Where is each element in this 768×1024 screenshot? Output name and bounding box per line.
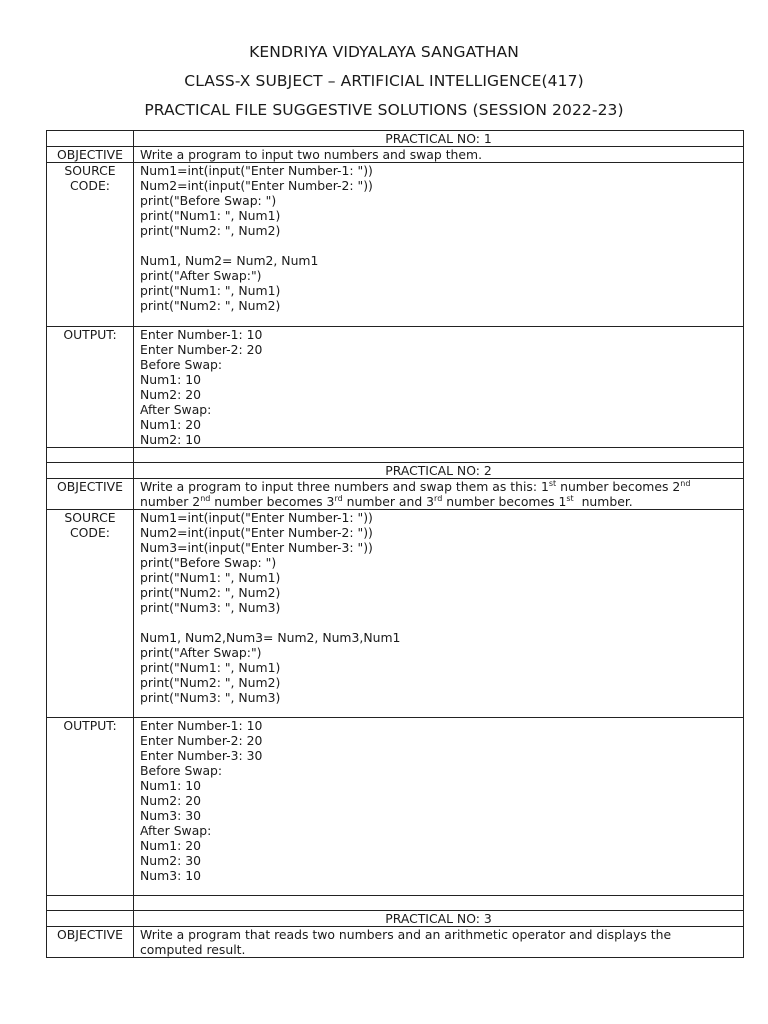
code-line: Num2=int(input("Enter Number-2: ")) (140, 178, 373, 193)
practical-1-objective: Write a program to input two numbers and swap them. (134, 147, 744, 163)
output-line: Num1: 10 (140, 778, 201, 793)
document-heading-school: KENDRIYA VIDYALAYA SANGATHAN (249, 43, 519, 61)
practical-3-title-row (47, 911, 744, 927)
code-line: Num1=int(input("Enter Number-1: ")) (140, 510, 373, 525)
practical-2-output (134, 718, 744, 896)
output-line: Before Swap: (140, 357, 223, 372)
output-line: After Swap: (140, 823, 212, 838)
output-line: Num2: 30 (140, 853, 201, 868)
code-line: Num1, Num2= Num2, Num1 (140, 253, 319, 268)
ordinal-suffix: nd (680, 479, 691, 488)
practical-table (46, 130, 744, 958)
blank-cell (47, 131, 134, 147)
output-line: Num3: 30 (140, 808, 201, 823)
output-line: Num2: 10 (140, 432, 201, 447)
code-line: print("Num1: ", Num1) (140, 208, 281, 223)
ordinal-suffix: nd (200, 494, 211, 503)
objective-text: number becomes 1 (442, 494, 567, 509)
output-line: Enter Number-2: 20 (140, 342, 263, 357)
objective-text: number. (573, 494, 633, 509)
output-line: Enter Number-1: 10 (140, 327, 263, 342)
practical-3-objective (134, 927, 744, 958)
output-line: Num1: 20 (140, 417, 201, 432)
output-line: Before Swap: (140, 763, 223, 778)
source-code-label (47, 510, 134, 718)
practical-1-objective-row (47, 147, 744, 163)
code-line: print("After Swap:") (140, 645, 262, 660)
blank-cell (47, 448, 134, 463)
ordinal-suffix: rd (334, 494, 343, 503)
code-line: print("Num2: ", Num2) (140, 298, 281, 313)
code-line: Num2=int(input("Enter Number-2: ")) (140, 525, 373, 540)
objective-label: OBJECTIVE (47, 147, 134, 163)
practical-1-title: PRACTICAL NO: 1 (134, 131, 744, 147)
objective-text: number becomes 3 (210, 494, 335, 509)
practical-1-title-row (47, 131, 744, 147)
code-line-blank (140, 238, 737, 253)
spacer-row (47, 896, 744, 911)
practical-2-title-row (47, 463, 744, 479)
code-line: print("Before Swap: ") (140, 555, 277, 570)
output-line: Enter Number-3: 30 (140, 748, 263, 763)
objective-label: OBJECTIVE (47, 479, 134, 510)
ordinal-suffix: st (548, 479, 557, 488)
output-line: After Swap: (140, 402, 212, 417)
code-line: print("Num1: ", Num1) (140, 283, 281, 298)
code-line: Num1=int(input("Enter Number-1: ")) (140, 163, 373, 178)
practical-3-title: PRACTICAL NO: 3 (134, 911, 744, 927)
output-line: Num2: 20 (140, 793, 201, 808)
source-label-line2: CODE: (70, 178, 110, 193)
blank-cell (134, 896, 744, 911)
practical-1-output (134, 327, 744, 448)
code-line: print("Num1: ", Num1) (140, 660, 281, 675)
practical-2-objective-row (47, 479, 744, 510)
objective-text: number becomes 2 (556, 479, 681, 494)
code-line: print("Num3: ", Num3) (140, 600, 281, 615)
document-heading-practical-file: PRACTICAL FILE SUGGESTIVE SOLUTIONS (SESSION 2022-23) (144, 101, 624, 119)
document-heading-class-subject: CLASS-X SUBJECT – ARTIFICIAL INTELLIGENCE(417) (184, 72, 584, 90)
objective-text: number 2 (140, 494, 201, 509)
code-line-blank (140, 615, 737, 630)
practical-2-source-row (47, 510, 744, 718)
blank-cell (134, 448, 744, 463)
code-line: print("After Swap:") (140, 268, 262, 283)
code-line: print("Num1: ", Num1) (140, 570, 281, 585)
objective-text: number and 3 (342, 494, 435, 509)
blank-cell (47, 896, 134, 911)
practical-1-source-row (47, 163, 744, 327)
objective-line: Write a program that reads two numbers and an arithmetic operator and displays the (140, 927, 672, 942)
output-label: OUTPUT: (47, 327, 134, 448)
output-label: OUTPUT: (47, 718, 134, 896)
practical-2-objective (134, 479, 744, 510)
code-line: print("Num2: ", Num2) (140, 585, 281, 600)
output-line: Num2: 20 (140, 387, 201, 402)
source-code-label (47, 163, 134, 327)
output-line: Num3: 10 (140, 868, 201, 883)
output-line: Enter Number-1: 10 (140, 718, 263, 733)
objective-line (140, 494, 737, 509)
code-line: print("Num2: ", Num2) (140, 223, 281, 238)
source-label-line2: CODE: (70, 525, 110, 540)
blank-cell (47, 463, 134, 479)
practical-2-output-row (47, 718, 744, 896)
objective-label: OBJECTIVE (47, 927, 134, 958)
practical-1-output-row (47, 327, 744, 448)
output-line: Num1: 20 (140, 838, 201, 853)
code-line: Num3=int(input("Enter Number-3: ")) (140, 540, 373, 555)
practical-2-title: PRACTICAL NO: 2 (134, 463, 744, 479)
code-line: Num1, Num2,Num3= Num2, Num3,Num1 (140, 630, 401, 645)
source-label-line1: SOURCE (64, 163, 116, 178)
objective-text: Write a program to input three numbers and swap them as this: 1 (140, 479, 549, 494)
practical-2-source-code (134, 510, 744, 718)
spacer-row (47, 448, 744, 463)
source-label-line1: SOURCE (64, 510, 116, 525)
code-line: print("Before Swap: ") (140, 193, 277, 208)
output-line: Num1: 10 (140, 372, 201, 387)
code-line: print("Num3: ", Num3) (140, 690, 281, 705)
ordinal-suffix: st (566, 494, 574, 503)
practical-3-objective-row (47, 927, 744, 958)
practical-1-source-code (134, 163, 744, 327)
objective-line: computed result. (140, 942, 246, 957)
objective-line (140, 479, 737, 494)
ordinal-suffix: rd (434, 494, 443, 503)
code-line: print("Num2: ", Num2) (140, 675, 281, 690)
output-line: Enter Number-2: 20 (140, 733, 263, 748)
blank-cell (47, 911, 134, 927)
